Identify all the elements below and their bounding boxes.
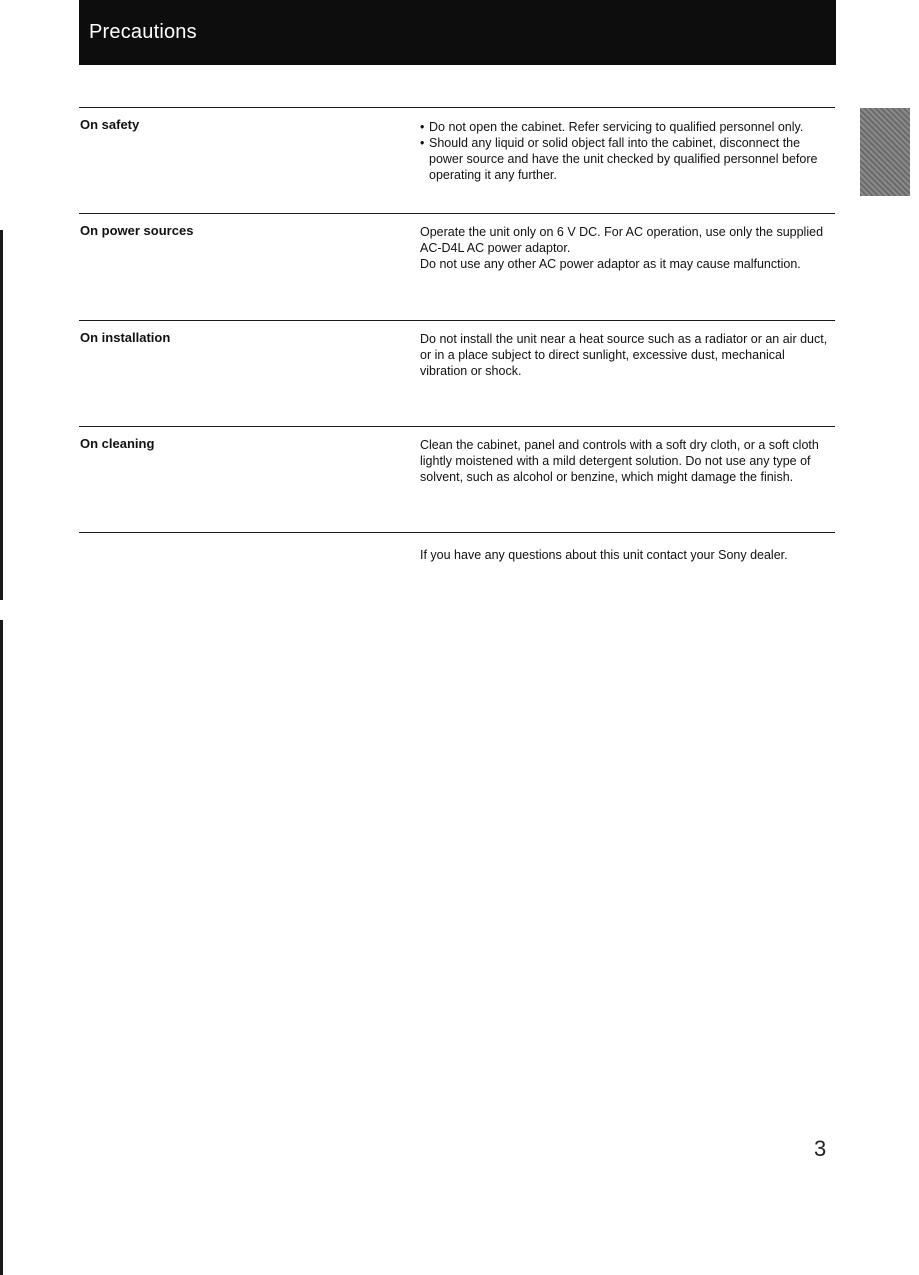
bullet-item: • Should any liquid or solid object fall into the cabinet, disconnect the power source and have the unit checked by qualified personnel before operating it any further. [420, 135, 835, 183]
page-title: Precautions [89, 20, 197, 43]
section-heading: On installation [80, 330, 171, 345]
page-number: 3 [814, 1136, 827, 1161]
body-paragraph: Operate the unit only on 6 V DC. For AC operation, use only the supplied AC-D4L AC power adaptor. [420, 225, 824, 255]
body-paragraph: Do not use any other AC power adaptor as it may cause malfunction. [420, 257, 801, 271]
section-on-safety [79, 107, 835, 214]
section-body [420, 437, 835, 485]
section-heading: On power sources [80, 223, 194, 238]
section-on-cleaning [79, 426, 835, 533]
section-on-power-sources [79, 213, 835, 321]
section-heading: On safety [80, 117, 140, 132]
bullet-list [420, 119, 835, 183]
section-body [420, 224, 835, 272]
closing-note: If you have any questions about this unit contact your Sony dealer. [420, 548, 788, 562]
section-body [420, 331, 835, 379]
binding-mark [0, 230, 3, 600]
section-on-installation [79, 320, 835, 427]
body-paragraph: Clean the cabinet, panel and controls with a soft dry cloth, or a soft cloth lightly moistened with a mild detergent solution. Do not use any type of solvent, such as alcohol or benzine, which might damage the finish. [420, 438, 819, 484]
section-heading: On cleaning [80, 436, 155, 451]
bullet-item: • Do not open the cabinet. Refer servicing to qualified personnel only. [420, 119, 835, 135]
body-paragraph: Do not install the unit near a heat source such as a radiator or an air duct, or in a place subject to direct sunlight, excessive dust, mechanical vibration or shock. [420, 332, 828, 378]
divider [79, 532, 835, 533]
binding-mark [0, 620, 3, 1275]
section-thumb-tab [860, 108, 910, 196]
section-body [420, 119, 835, 183]
header-bar [79, 0, 836, 65]
